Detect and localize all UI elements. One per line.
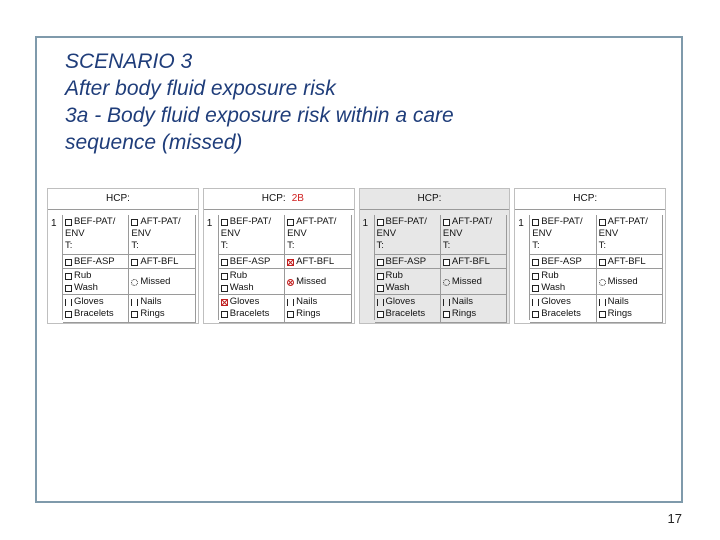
gloves-bracelets-cell: [375, 295, 441, 323]
env-label: ENV: [65, 228, 85, 239]
missed-cell: [129, 269, 195, 295]
rub-checkbox[interactable]: [221, 273, 228, 280]
aft-pat-checkbox[interactable]: [131, 219, 138, 226]
panel-grid: [529, 215, 663, 320]
bef-asp-label: BEF-ASP: [74, 256, 115, 267]
observation-form: [47, 188, 666, 324]
bracelets-checkbox[interactable]: [532, 311, 539, 318]
bracelets-label: Bracelets: [541, 308, 581, 319]
title-line-3: 3a - Body fluid exposure risk within a care: [65, 104, 454, 127]
bracelets-label: Bracelets: [229, 308, 270, 319]
rub-checkbox[interactable]: [65, 273, 72, 280]
bef-asp-checkbox[interactable]: [532, 259, 539, 266]
bef-pat-cell: [63, 215, 129, 255]
rub-checkbox[interactable]: [532, 273, 539, 280]
missed-radio-checked[interactable]: [287, 279, 294, 286]
aft-pat-checkbox[interactable]: [287, 219, 294, 226]
nails-checkbox[interactable]: [443, 299, 450, 306]
aft-pat-label: AFT-PAT/: [607, 216, 648, 227]
wash-label: Wash: [541, 282, 566, 293]
gloves-label: Gloves: [385, 296, 416, 307]
bef-pat-label: BEF-PAT/: [74, 216, 116, 227]
form-panel-4: [514, 188, 666, 324]
nails-rings-cell: [597, 295, 663, 323]
rings-checkbox[interactable]: [287, 311, 294, 318]
rings-label: Rings: [140, 308, 165, 319]
aft-pat-cell: [441, 215, 507, 255]
form-panel-2: [203, 188, 355, 324]
gloves-bracelets-cell: [219, 295, 285, 323]
rub-wash-cell: [219, 269, 285, 295]
gloves-checkbox[interactable]: [532, 299, 539, 306]
panel-grid: [62, 215, 196, 320]
title-line-4: sequence (missed): [65, 131, 243, 154]
rings-label: Rings: [607, 308, 632, 319]
bef-asp-cell: [219, 255, 285, 269]
rub-label: Rub: [229, 270, 248, 281]
bef-pat-checkbox[interactable]: [221, 219, 228, 226]
panel-header: [48, 189, 198, 210]
bef-pat-cell: [219, 215, 285, 255]
bracelets-checkbox[interactable]: [377, 311, 384, 318]
nails-checkbox[interactable]: [287, 299, 294, 306]
rub-label: Rub: [541, 270, 559, 281]
hcp-label: HCP:: [261, 193, 286, 204]
title-line-1: SCENARIO 3: [65, 50, 193, 73]
aft-pat-label: AFT-PAT/: [296, 216, 337, 227]
missed-radio[interactable]: [443, 279, 450, 286]
t-label: T:: [65, 240, 73, 251]
rub-label: Rub: [385, 270, 403, 281]
bef-asp-label: BEF-ASP: [229, 256, 271, 267]
gloves-checkbox[interactable]: [65, 299, 72, 306]
missed-cell: [285, 269, 351, 295]
wash-checkbox[interactable]: [532, 285, 539, 292]
form-panel-1: [47, 188, 199, 324]
aft-bfl-cell: [597, 255, 663, 269]
bracelets-label: Bracelets: [74, 308, 114, 319]
bef-pat-label: BEF-PAT/: [541, 216, 583, 227]
bef-pat-checkbox[interactable]: [377, 219, 384, 226]
nails-rings-cell: [441, 295, 507, 323]
missed-cell: [597, 269, 663, 295]
panel-header: [515, 189, 665, 210]
row-index: 1: [518, 218, 524, 229]
bef-pat-checkbox[interactable]: [65, 219, 72, 226]
bef-asp-label: BEF-ASP: [541, 256, 582, 267]
panel-grid: [218, 215, 352, 320]
nails-rings-cell: [129, 295, 195, 323]
nails-label: Nails: [140, 296, 162, 307]
t-label: T:: [220, 240, 229, 251]
gloves-label: Gloves: [74, 296, 104, 307]
wash-checkbox[interactable]: [65, 285, 72, 292]
wash-checkbox[interactable]: [377, 285, 384, 292]
rings-label: Rings: [451, 308, 477, 319]
aft-pat-cell: [285, 215, 351, 255]
bracelets-checkbox[interactable]: [221, 311, 228, 318]
t-label: T:: [131, 240, 139, 251]
aft-pat-label: AFT-PAT/: [140, 216, 181, 227]
aft-bfl-label: AFT-BFL: [451, 256, 490, 267]
title-line-2: After body fluid exposure risk: [65, 77, 336, 100]
slide-title: [65, 48, 625, 156]
aft-bfl-checkbox[interactable]: [599, 259, 606, 266]
gloves-checkbox-checked[interactable]: [221, 299, 228, 306]
gloves-checkbox[interactable]: [377, 299, 384, 306]
bef-asp-cell: [63, 255, 129, 269]
wash-label: Wash: [385, 282, 410, 293]
missed-cell: [441, 269, 507, 295]
t-label: T:: [442, 240, 451, 251]
rub-label: Rub: [74, 270, 92, 281]
rub-wash-cell: [530, 269, 596, 295]
form-panel-3: [359, 188, 511, 324]
rings-checkbox[interactable]: [599, 311, 606, 318]
bef-pat-label: BEF-PAT/: [229, 216, 272, 227]
wash-label: Wash: [74, 282, 98, 293]
bef-asp-checkbox[interactable]: [221, 259, 228, 266]
wash-label: Wash: [229, 282, 254, 293]
aft-bfl-cell: [285, 255, 351, 269]
rings-checkbox[interactable]: [443, 311, 450, 318]
nails-label: Nails: [451, 296, 473, 307]
wash-checkbox[interactable]: [221, 285, 228, 292]
t-label: T:: [376, 240, 384, 251]
gloves-bracelets-cell: [63, 295, 129, 323]
rings-label: Rings: [296, 308, 321, 319]
rings-checkbox[interactable]: [131, 311, 138, 318]
bef-pat-checkbox[interactable]: [532, 219, 539, 226]
env-label: ENV: [532, 228, 552, 239]
aft-bfl-cell: [129, 255, 195, 269]
row-index: 1: [206, 218, 213, 229]
env-label: ENV: [442, 228, 463, 239]
missed-label: Missed: [296, 276, 327, 287]
bracelets-checkbox[interactable]: [65, 311, 72, 318]
missed-label: Missed: [607, 276, 638, 287]
bef-asp-checkbox[interactable]: [377, 259, 384, 266]
aft-pat-cell: [129, 215, 195, 255]
row-index: 1: [362, 218, 369, 229]
missed-radio[interactable]: [599, 279, 606, 286]
hcp-label: HCP:: [573, 193, 598, 204]
env-label: ENV: [220, 228, 241, 239]
panel-grid: [374, 215, 508, 320]
bef-asp-checkbox[interactable]: [65, 259, 72, 266]
t-label: T:: [532, 240, 540, 251]
nails-checkbox[interactable]: [599, 299, 606, 306]
env-label: ENV: [376, 228, 397, 239]
rub-wash-cell: [375, 269, 441, 295]
aft-bfl-checkbox[interactable]: [443, 259, 450, 266]
aft-bfl-checkbox-checked[interactable]: [287, 259, 294, 266]
page-number: 17: [667, 511, 682, 526]
bracelets-label: Bracelets: [385, 308, 426, 319]
rub-wash-cell: [63, 269, 129, 295]
bef-pat-cell: [530, 215, 596, 255]
env-label: ENV: [131, 228, 151, 239]
aft-pat-cell: [597, 215, 663, 255]
bef-asp-cell: [375, 255, 441, 269]
env-label: ENV: [287, 228, 307, 239]
gloves-label: Gloves: [229, 296, 260, 307]
aft-pat-checkbox[interactable]: [443, 219, 450, 226]
missed-radio[interactable]: [131, 279, 138, 286]
aft-pat-checkbox[interactable]: [599, 219, 606, 226]
aft-bfl-label: AFT-BFL: [607, 256, 646, 267]
aft-pat-label: AFT-PAT/: [451, 216, 493, 227]
bef-asp-label: BEF-ASP: [385, 256, 427, 267]
bef-pat-label: BEF-PAT/: [385, 216, 427, 227]
aft-bfl-cell: [441, 255, 507, 269]
aft-bfl-label: AFT-BFL: [296, 256, 335, 267]
missed-label: Missed: [451, 276, 482, 287]
bef-pat-cell: [375, 215, 441, 255]
nails-checkbox[interactable]: [131, 299, 138, 306]
gloves-bracelets-cell: [530, 295, 596, 323]
t-label: T:: [287, 240, 295, 251]
t-label: T:: [598, 240, 607, 251]
rub-checkbox[interactable]: [377, 273, 384, 280]
aft-bfl-label: AFT-BFL: [140, 256, 179, 267]
env-label: ENV: [598, 228, 619, 239]
nails-rings-cell: [285, 295, 351, 323]
hcp-label: HCP:: [106, 193, 130, 204]
hcp-value[interactable]: 2B: [291, 193, 304, 204]
gloves-label: Gloves: [541, 296, 571, 307]
panel-header: [204, 189, 354, 210]
aft-bfl-checkbox[interactable]: [131, 259, 138, 266]
bef-asp-cell: [530, 255, 596, 269]
nails-label: Nails: [296, 296, 318, 307]
row-index: 1: [51, 218, 57, 229]
nails-label: Nails: [607, 296, 629, 307]
missed-label: Missed: [140, 276, 171, 287]
panel-header: [360, 189, 510, 210]
hcp-label: HCP:: [417, 193, 442, 204]
